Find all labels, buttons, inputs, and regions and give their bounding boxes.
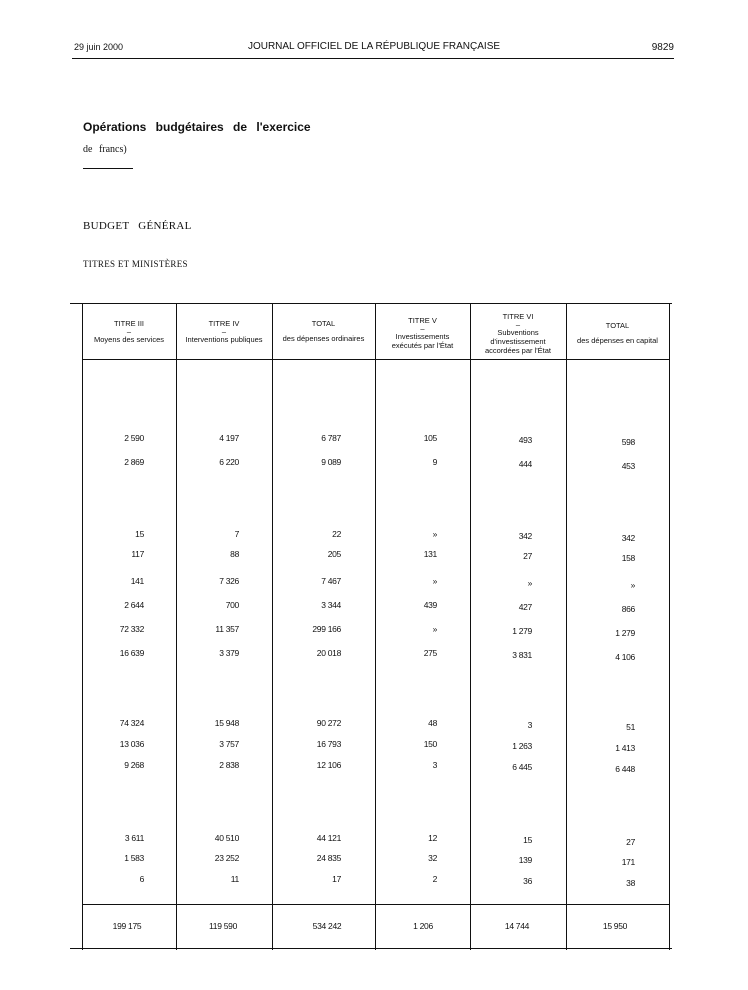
cell-titre-vi: 1 279 xyxy=(512,626,532,636)
cell-titre-iii: 2 869 xyxy=(124,457,144,467)
cell-total-capital: 1 413 xyxy=(615,743,635,753)
cell-total-capital: 158 xyxy=(621,553,635,563)
cell-total-ordinaires: 44 121 xyxy=(316,833,341,843)
cell-total-capital: 866 xyxy=(621,604,635,614)
cell-total-ordinaires: 16 793 xyxy=(316,739,341,749)
cell-titre-iv: 23 252 xyxy=(214,853,239,863)
cell-titre-iv: 6 220 xyxy=(219,457,239,467)
cell-titre-v: 2 xyxy=(432,874,437,884)
col-header-line: TITRE IV xyxy=(208,319,240,328)
total-depenses-ordinaires: 534 242 xyxy=(312,921,342,931)
cell-titre-v: 32 xyxy=(428,853,437,863)
cell-titre-vi: 1 263 xyxy=(512,741,532,751)
cell-titre-iv: 88 xyxy=(230,549,239,559)
header-rule xyxy=(72,58,674,59)
cell-titre-vi: » xyxy=(527,578,532,588)
col-header-dash: – xyxy=(515,320,521,329)
cell-titre-iii: 9 268 xyxy=(124,760,144,770)
cell-titre-v: » xyxy=(432,529,437,539)
cell-total-ordinaires: 299 166 xyxy=(312,624,341,634)
cell-titre-iii: 3 611 xyxy=(124,833,144,843)
cell-titre-v: 150 xyxy=(423,739,437,749)
col-header-line: Moyens des services xyxy=(93,335,165,344)
cell-titre-vi: 493 xyxy=(518,435,532,445)
col-header-line: TITRE III xyxy=(114,319,144,328)
cell-titre-vi: 6 445 xyxy=(512,762,532,772)
cell-titre-iii: 74 324 xyxy=(119,718,144,728)
cell-titre-vi: 139 xyxy=(518,855,532,865)
cell-titre-vi: 36 xyxy=(523,876,532,886)
col-header-line: des dépenses en capital xyxy=(577,336,658,345)
cell-titre-vi: 3 831 xyxy=(512,650,532,660)
cell-titre-iii: 13 036 xyxy=(119,739,144,749)
col-header-line: accordées par l'État xyxy=(484,346,552,355)
total-titre-iii: 199 175 xyxy=(112,921,142,931)
cell-total-ordinaires: 22 xyxy=(332,529,341,539)
titres-heading: TITRES ET MINISTÈRES xyxy=(83,259,188,269)
cell-total-capital: 453 xyxy=(621,461,635,471)
cell-titre-v: 131 xyxy=(423,549,437,559)
cell-total-capital: 342 xyxy=(621,533,635,543)
col-header-line: TITRE VI xyxy=(502,312,534,321)
cell-titre-iii: 15 xyxy=(135,529,144,539)
cell-titre-v: 275 xyxy=(423,648,437,658)
cell-titre-iv: 3 757 xyxy=(219,739,239,749)
page-title: Opérations budgétaires de l'exercice xyxy=(83,120,311,134)
cell-titre-vi: 444 xyxy=(518,459,532,469)
cell-titre-iii: 117 xyxy=(131,549,144,559)
cell-titre-iii: 72 332 xyxy=(119,624,144,634)
header-journal-title: JOURNAL OFFICIEL DE LA RÉPUBLIQUE FRANÇAISE xyxy=(247,41,501,52)
cell-titre-iv: 3 379 xyxy=(219,648,239,658)
cell-total-capital: 598 xyxy=(621,437,635,447)
cell-total-ordinaires: 90 272 xyxy=(316,718,341,728)
cell-total-capital: 51 xyxy=(626,722,635,732)
cell-titre-v: » xyxy=(432,576,437,586)
col-header-line: Subventions d'investissement xyxy=(490,328,546,346)
cell-titre-vi: 342 xyxy=(518,531,532,541)
cell-total-capital: » xyxy=(630,580,635,590)
cell-titre-iii: 16 639 xyxy=(119,648,144,658)
cell-titre-iv: 11 357 xyxy=(215,624,239,634)
col-header-line: TOTAL xyxy=(605,321,630,330)
col-header-titre-iii xyxy=(82,319,176,344)
budget-heading: BUDGET GÉNÉRAL xyxy=(83,220,192,232)
cell-total-capital: 6 448 xyxy=(615,764,635,774)
title-underline xyxy=(83,168,133,169)
cell-total-ordinaires: 12 106 xyxy=(316,760,341,770)
col-header-total-ordinaires xyxy=(272,319,375,343)
total-titre-iv: 119 590 xyxy=(209,921,237,931)
table-top-rule xyxy=(70,303,672,304)
cell-titre-v: 3 xyxy=(432,760,437,770)
cell-titre-iii: 141 xyxy=(130,576,144,586)
cell-total-capital: 4 106 xyxy=(615,652,635,662)
cell-titre-v: 12 xyxy=(428,833,437,843)
cell-total-ordinaires: 20 018 xyxy=(316,648,341,658)
cell-titre-iii: 2 590 xyxy=(124,433,144,443)
cell-total-ordinaires: 17 xyxy=(332,874,341,884)
col-header-line: TITRE V xyxy=(408,316,437,325)
col-header-line: des dépenses ordinaires xyxy=(282,334,365,343)
col-header-dash: – xyxy=(420,324,425,333)
col-header-titre-vi xyxy=(470,312,566,355)
cell-titre-iv: 7 326 xyxy=(219,576,239,586)
col-header-dash: – xyxy=(126,327,132,336)
totals-top-rule xyxy=(82,904,670,905)
col-header-line: Investissements xyxy=(395,332,450,341)
cell-total-ordinaires: 9 089 xyxy=(321,457,341,467)
cell-titre-iv: 11 xyxy=(230,874,239,884)
col-header-titre-iv xyxy=(176,319,272,344)
cell-titre-iii: 1 583 xyxy=(124,853,144,863)
cell-titre-iv: 700 xyxy=(225,600,239,610)
cell-titre-iv: 2 838 xyxy=(219,760,239,770)
header-date: 29 juin 2000 xyxy=(74,42,124,52)
cell-titre-v: » xyxy=(432,624,437,634)
table-bottom-rule xyxy=(70,948,672,949)
total-depenses-capital: 15 950 xyxy=(602,921,628,931)
cell-total-ordinaires: 7 467 xyxy=(321,576,341,586)
column-divider xyxy=(566,303,567,950)
cell-titre-vi: 3 xyxy=(527,720,532,730)
col-header-total-capital xyxy=(566,321,669,345)
page-subtitle: de francs) xyxy=(83,144,127,155)
cell-titre-vi: 15 xyxy=(523,835,532,845)
cell-titre-v: 439 xyxy=(423,600,437,610)
cell-titre-v: 48 xyxy=(428,718,437,728)
cell-total-ordinaires: 3 344 xyxy=(321,600,341,610)
col-header-titre-v xyxy=(375,316,470,350)
col-header-line: TOTAL xyxy=(311,319,336,328)
budget-table xyxy=(70,303,672,950)
cell-total-capital: 171 xyxy=(621,857,635,867)
cell-total-ordinaires: 24 835 xyxy=(316,853,341,863)
cell-titre-iv: 15 948 xyxy=(214,718,239,728)
cell-titre-iv: 4 197 xyxy=(219,433,239,443)
total-titre-v: 1 206 xyxy=(413,921,433,931)
total-titre-vi: 14 744 xyxy=(504,921,530,931)
col-header-line: Interventions publiques xyxy=(185,335,263,344)
cell-total-ordinaires: 205 xyxy=(327,549,341,559)
header-page-number: 9829 xyxy=(651,42,674,53)
cell-total-ordinaires: 6 787 xyxy=(321,433,341,443)
cell-titre-vi: 427 xyxy=(518,602,532,612)
cell-titre-v: 105 xyxy=(423,433,437,443)
header-bottom-rule xyxy=(82,359,670,360)
cell-total-capital: 38 xyxy=(626,878,635,888)
cell-titre-iii: 6 xyxy=(139,874,144,884)
cell-titre-iv: 40 510 xyxy=(214,833,239,843)
cell-titre-iv: 7 xyxy=(234,529,239,539)
col-header-dash: – xyxy=(221,327,227,336)
cell-titre-v: 9 xyxy=(432,457,437,467)
col-header-line: exécutés par l'État xyxy=(391,341,454,350)
cell-titre-iii: 2 644 xyxy=(124,600,144,610)
column-divider xyxy=(669,303,670,950)
cell-titre-vi: 27 xyxy=(523,551,532,561)
cell-total-capital: 1 279 xyxy=(615,628,635,638)
cell-total-capital: 27 xyxy=(626,837,635,847)
